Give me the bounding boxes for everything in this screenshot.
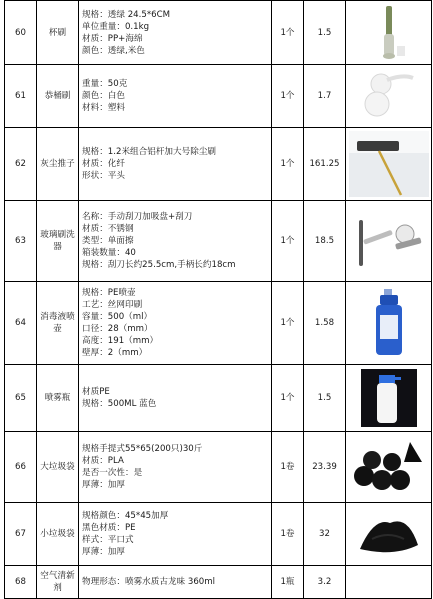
item-unit: 1卷 <box>272 503 304 566</box>
window-squeegee-icon <box>348 210 429 272</box>
item-number: 67 <box>5 503 37 566</box>
item-unit: 1个 <box>272 1 304 65</box>
item-number: 61 <box>5 65 37 128</box>
item-spec <box>79 282 272 365</box>
spec-line: 重量：50克 <box>82 79 128 89</box>
product-image <box>346 128 432 201</box>
spec-line: 黑色材质：PE <box>82 523 136 533</box>
spec-line: 高度：191（mm） <box>82 336 159 346</box>
spec-line: 物理形态：喷雾水质古龙味 360ml <box>82 577 216 587</box>
item-price: 161.25 <box>304 128 346 201</box>
item-spec <box>79 566 272 599</box>
spec-line: 材质：PLA <box>82 456 124 466</box>
item-price: 32 <box>304 503 346 566</box>
spec-line: 壁厚：2（mm） <box>82 348 148 358</box>
spec-line: 样式：平口式 <box>82 535 134 545</box>
spec-line: 箱装数量：40 <box>82 248 136 258</box>
spec-line: 形状：平头 <box>82 171 125 181</box>
product-image <box>346 365 432 432</box>
black-garbage-bag-pile-icon <box>348 509 429 559</box>
spec-line: 规格颜色：45*45加厚 <box>82 511 169 521</box>
spec-line: 材料：塑料 <box>82 103 125 113</box>
spec-line: 工艺：丝网印刷 <box>82 300 143 310</box>
item-number: 68 <box>5 566 37 599</box>
product-image <box>346 503 432 566</box>
black-garbage-bag-rolls-icon <box>348 436 429 498</box>
disinfectant-bottle-icon <box>348 287 429 359</box>
spec-line: 规格：1.2米组合铝杆加大号除尘刷 <box>82 147 216 157</box>
item-price: 1.5 <box>304 1 346 65</box>
item-number: 64 <box>5 282 37 365</box>
item-spec <box>79 503 272 566</box>
item-unit: 1个 <box>272 201 304 282</box>
product-table <box>4 0 432 599</box>
item-number: 65 <box>5 365 37 432</box>
spec-line: 颜色：白色 <box>82 91 125 101</box>
table-row <box>5 1 432 65</box>
item-unit: 1个 <box>272 65 304 128</box>
item-number: 62 <box>5 128 37 201</box>
table-row <box>5 503 432 566</box>
spec-line: 类型：单面擦 <box>82 236 134 246</box>
item-unit: 1个 <box>272 365 304 432</box>
item-spec <box>79 432 272 503</box>
product-image <box>346 65 432 128</box>
item-price: 1.58 <box>304 282 346 365</box>
dust-mop-icon <box>348 131 429 197</box>
table-row <box>5 65 432 128</box>
item-name: 大垃圾袋 <box>37 432 79 503</box>
item-price: 1.5 <box>304 365 346 432</box>
table-row <box>5 282 432 365</box>
product-image-empty <box>346 566 432 599</box>
product-image <box>346 201 432 282</box>
product-table-sheet <box>4 0 431 593</box>
spec-line: 材质：PP+海绵 <box>82 33 143 44</box>
spec-line: 名称：手动刮刀加吸盘+刮刀 <box>82 212 193 222</box>
product-image <box>346 282 432 365</box>
item-name: 喷雾瓶 <box>37 365 79 432</box>
product-image <box>346 1 432 65</box>
item-spec <box>79 201 272 282</box>
spec-line: 规格手提式55*65(200只)30斤 <box>82 444 203 454</box>
spec-line: 是否一次性：是 <box>82 468 143 478</box>
item-name: 空气清新剂 <box>37 566 79 599</box>
item-spec <box>79 1 272 65</box>
toilet-brush-icon <box>348 68 429 124</box>
spec-line: 材质PE <box>82 387 110 397</box>
table-row <box>5 566 432 599</box>
item-number: 66 <box>5 432 37 503</box>
table-row <box>5 201 432 282</box>
product-image <box>346 432 432 503</box>
item-name: 玻璃刷洗器 <box>37 201 79 282</box>
spec-line: 规格：PE喷壶 <box>82 288 136 298</box>
item-name: 恭桶刷 <box>37 65 79 128</box>
item-unit: 1瓶 <box>272 566 304 599</box>
item-unit: 1卷 <box>272 432 304 503</box>
item-unit: 1个 <box>272 128 304 201</box>
spec-line: 厚薄：加厚 <box>82 547 125 557</box>
spec-line: 容量：500（ml） <box>82 312 153 322</box>
table-row <box>5 432 432 503</box>
item-price: 1.7 <box>304 65 346 128</box>
item-spec <box>79 365 272 432</box>
item-number: 63 <box>5 201 37 282</box>
table-row <box>5 365 432 432</box>
item-spec <box>79 65 272 128</box>
spec-line: 单位重量：0.1kg <box>82 21 150 32</box>
spray-bottle-icon <box>348 369 429 427</box>
item-number: 60 <box>5 1 37 65</box>
item-unit: 1个 <box>272 282 304 365</box>
item-price: 18.5 <box>304 201 346 282</box>
spec-line: 规格：透绿 24.5*6CM <box>82 9 171 20</box>
item-price: 23.39 <box>304 432 346 503</box>
spec-line: 材质：不锈钢 <box>82 224 134 234</box>
item-name: 灰尘推子 <box>37 128 79 201</box>
item-spec <box>79 128 272 201</box>
spec-line: 规格：500ML 蓝色 <box>82 399 157 409</box>
item-price: 3.2 <box>304 566 346 599</box>
spec-line: 规格：刮刀长约25.5cm,手柄长约18cm <box>82 260 236 270</box>
item-name: 杯刷 <box>37 1 79 65</box>
cup-brush-icon <box>348 4 429 62</box>
spec-line: 颜色：透绿,米色 <box>82 45 145 56</box>
item-name: 消毒液喷壶 <box>37 282 79 365</box>
spec-line: 口径：28（mm） <box>82 324 153 334</box>
spec-line: 材质：化纤 <box>82 159 125 169</box>
spec-line: 厚薄：加厚 <box>82 480 125 490</box>
table-row <box>5 128 432 201</box>
item-name: 小垃圾袋 <box>37 503 79 566</box>
